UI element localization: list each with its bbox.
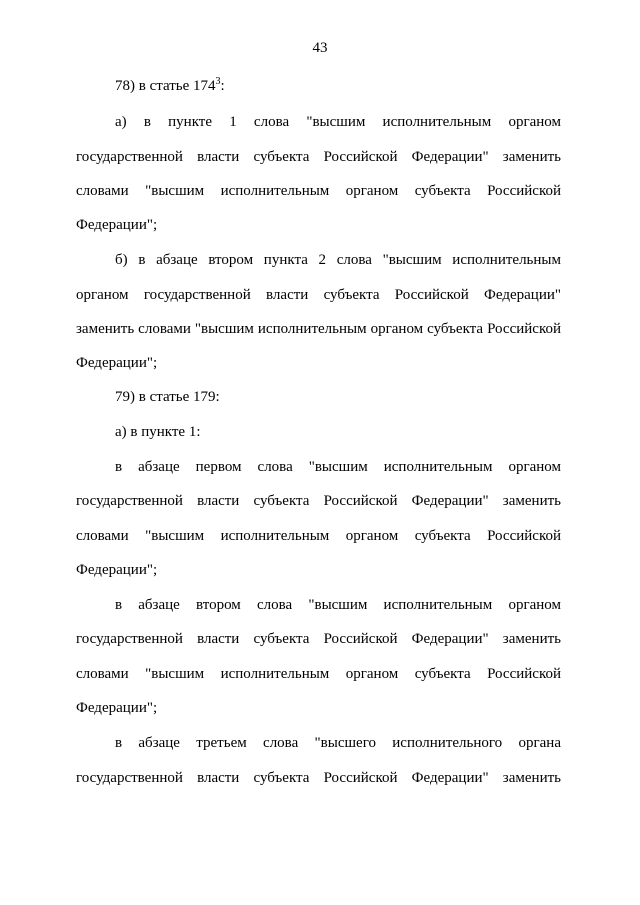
item-78-heading: [115, 76, 561, 96]
paragraph-line: заменить словами "высшим исполнительным органом субъекта Российской: [76, 321, 561, 337]
paragraph-line: словами "высшим исполнительным органом субъекта Российской: [76, 183, 561, 199]
paragraph-line: Федерации";: [76, 562, 158, 578]
paragraph-line: в абзаце первом слова "высшим исполнительным органом: [115, 459, 561, 475]
paragraph-line: а) в пункте 1 слова "высшим исполнительным органом: [115, 114, 561, 130]
paragraph-line: органом государственной власти субъекта Российской Федерации": [76, 287, 561, 303]
paragraph-line: Федерации";: [76, 355, 158, 371]
paragraph-line: в абзаце втором слова "высшим исполнительным органом: [115, 597, 561, 613]
item-78-colon: :: [220, 78, 225, 94]
page-number: 43: [312, 40, 328, 56]
paragraph-line: государственной власти субъекта Российской Федерации" заменить: [76, 631, 561, 647]
paragraph-line: государственной власти субъекта Российской Федерации" заменить: [76, 493, 561, 509]
paragraph-line: в абзаце третьем слова "высшего исполнительного органа: [115, 735, 561, 751]
paragraph-line: словами "высшим исполнительным органом субъекта Российской: [76, 666, 561, 682]
item-79-heading: 79) в статье 179:: [115, 389, 220, 405]
paragraph-line: государственной власти субъекта Российской Федерации" заменить: [76, 149, 561, 165]
paragraph-line: государственной власти субъекта Российской Федерации" заменить: [76, 770, 561, 786]
paragraph-line: Федерации";: [76, 700, 158, 716]
paragraph-line: словами "высшим исполнительным органом субъекта Российской: [76, 528, 561, 544]
paragraph-line: б) в абзаце втором пункта 2 слова "высшим исполнительным: [115, 252, 561, 268]
item-78-text: 78) в статье 174: [115, 78, 216, 94]
subitem-a-heading: а) в пункте 1:: [115, 424, 201, 440]
article-superscript: 3: [215, 76, 221, 87]
paragraph-line: Федерации";: [76, 217, 158, 233]
